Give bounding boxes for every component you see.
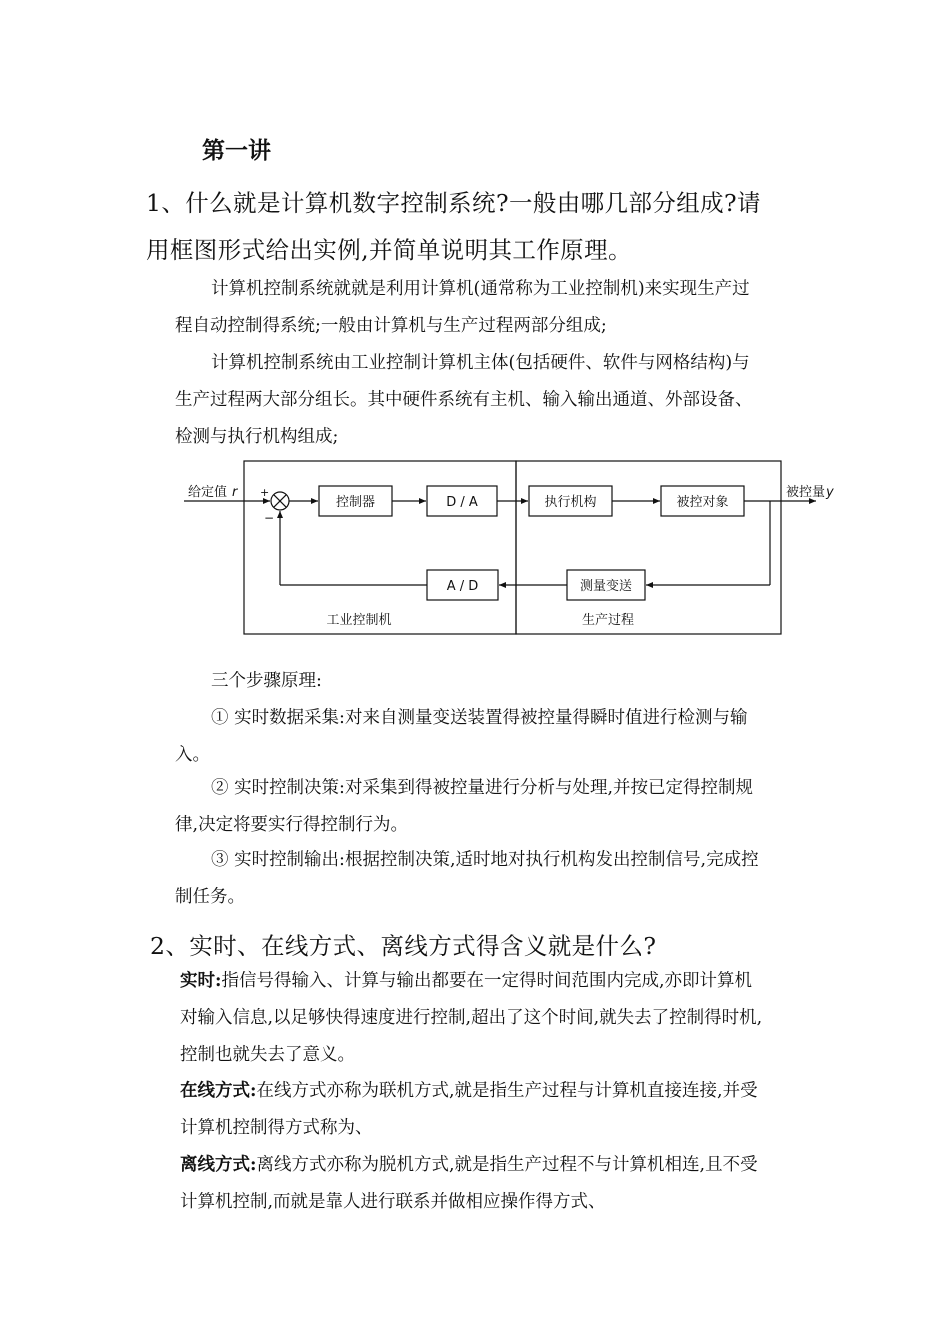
input-label: 给定值 (188, 485, 228, 500)
step-1-line-1: ① 实时数据采集:对来自测量变送装置得被控量得瞬时值进行检测与输 (211, 708, 748, 728)
page-title: 第一讲 (202, 137, 271, 164)
production-process-region (516, 461, 781, 634)
offline-line-2: 计算机控制,而就是靠人进行联系并做相应操作得方式、 (180, 1192, 606, 1212)
offline-line-1 (180, 1151, 758, 1176)
production-process-label: 生产过程 (581, 613, 635, 628)
online-line-2: 计算机控制得方式称为、 (180, 1118, 373, 1138)
online-text-1: 在线方式亦称为联机方式,就是指生产过程与计算机直接连接,并受 (256, 1081, 758, 1101)
realtime-term: 实时: (180, 971, 222, 991)
paragraph-2-line-2: 生产过程两大部分组长。其中硬件系统有主机、输入输出通道、外部设备、 (175, 390, 753, 410)
paragraph-1-line-1: 计算机控制系统就就是利用计算机(通常称为工业控制机)来实现生产过 (211, 279, 750, 299)
da-label: D / A (446, 495, 478, 510)
step-3-line-2: 制任务。 (175, 887, 245, 907)
offline-term: 离线方式: (180, 1155, 257, 1175)
plus-sign: + (260, 486, 270, 499)
question-1-line-1: 1、什么就是计算机数字控制系统?一般由哪几部分组成?请 (146, 189, 761, 217)
output-label: 被控量 (786, 485, 826, 500)
ad-label: A / D (446, 579, 479, 594)
question-1-line-2: 用框图形式给出实例,并简单说明其工作原理。 (146, 236, 632, 264)
steps-title: 三个步骤原理: (211, 671, 322, 691)
step-2-line-2: 律,决定将要实行得控制行为。 (175, 815, 409, 835)
offline-text-1: 离线方式亦称为脱机方式,就是指生产过程不与计算机相连,且不受 (256, 1155, 758, 1175)
online-line-1 (180, 1077, 758, 1102)
plant-label: 被控对象 (676, 495, 729, 510)
paragraph-2-line-3: 检测与执行机构组成; (175, 427, 339, 447)
control-system-block-diagram (184, 458, 854, 640)
realtime-line-1 (180, 967, 752, 992)
realtime-line-3: 控制也就失去了意义。 (180, 1045, 355, 1065)
minus-sign: − (264, 511, 275, 525)
input-symbol: r (232, 485, 238, 500)
actuator-label: 执行机构 (544, 495, 597, 510)
paragraph-1-line-2: 程自动控制得系统;一般由计算机与生产过程两部分组成; (175, 316, 607, 336)
controller-label: 控制器 (335, 495, 376, 510)
step-2-line-1: ② 实时控制决策:对采集到得被控量进行分析与处理,并按已定得控制规 (211, 778, 754, 798)
paragraph-2-line-1: 计算机控制系统由工业控制计算机主体(包括硬件、软件与网格结构)与 (211, 353, 750, 373)
industrial-computer-label: 工业控制机 (326, 613, 392, 628)
realtime-text-1: 指信号得输入、计算与输出都要在一定得时间范围内完成,亦即计算机 (221, 971, 753, 991)
realtime-line-2: 对输入信息,以足够快得速度进行控制,超出了这个时间,就失去了控制得时机, (180, 1008, 763, 1028)
output-symbol: y (826, 485, 834, 500)
question-2: 2、实时、在线方式、离线方式得含义就是什么? (150, 932, 657, 960)
step-1-line-2: 入。 (175, 745, 210, 765)
step-3-line-1: ③ 实时控制输出:根据控制决策,适时地对执行机构发出控制信号,完成控 (211, 850, 759, 870)
sensor-label: 测量变送 (579, 579, 633, 594)
online-term: 在线方式: (180, 1081, 257, 1101)
industrial-computer-region (244, 461, 516, 634)
